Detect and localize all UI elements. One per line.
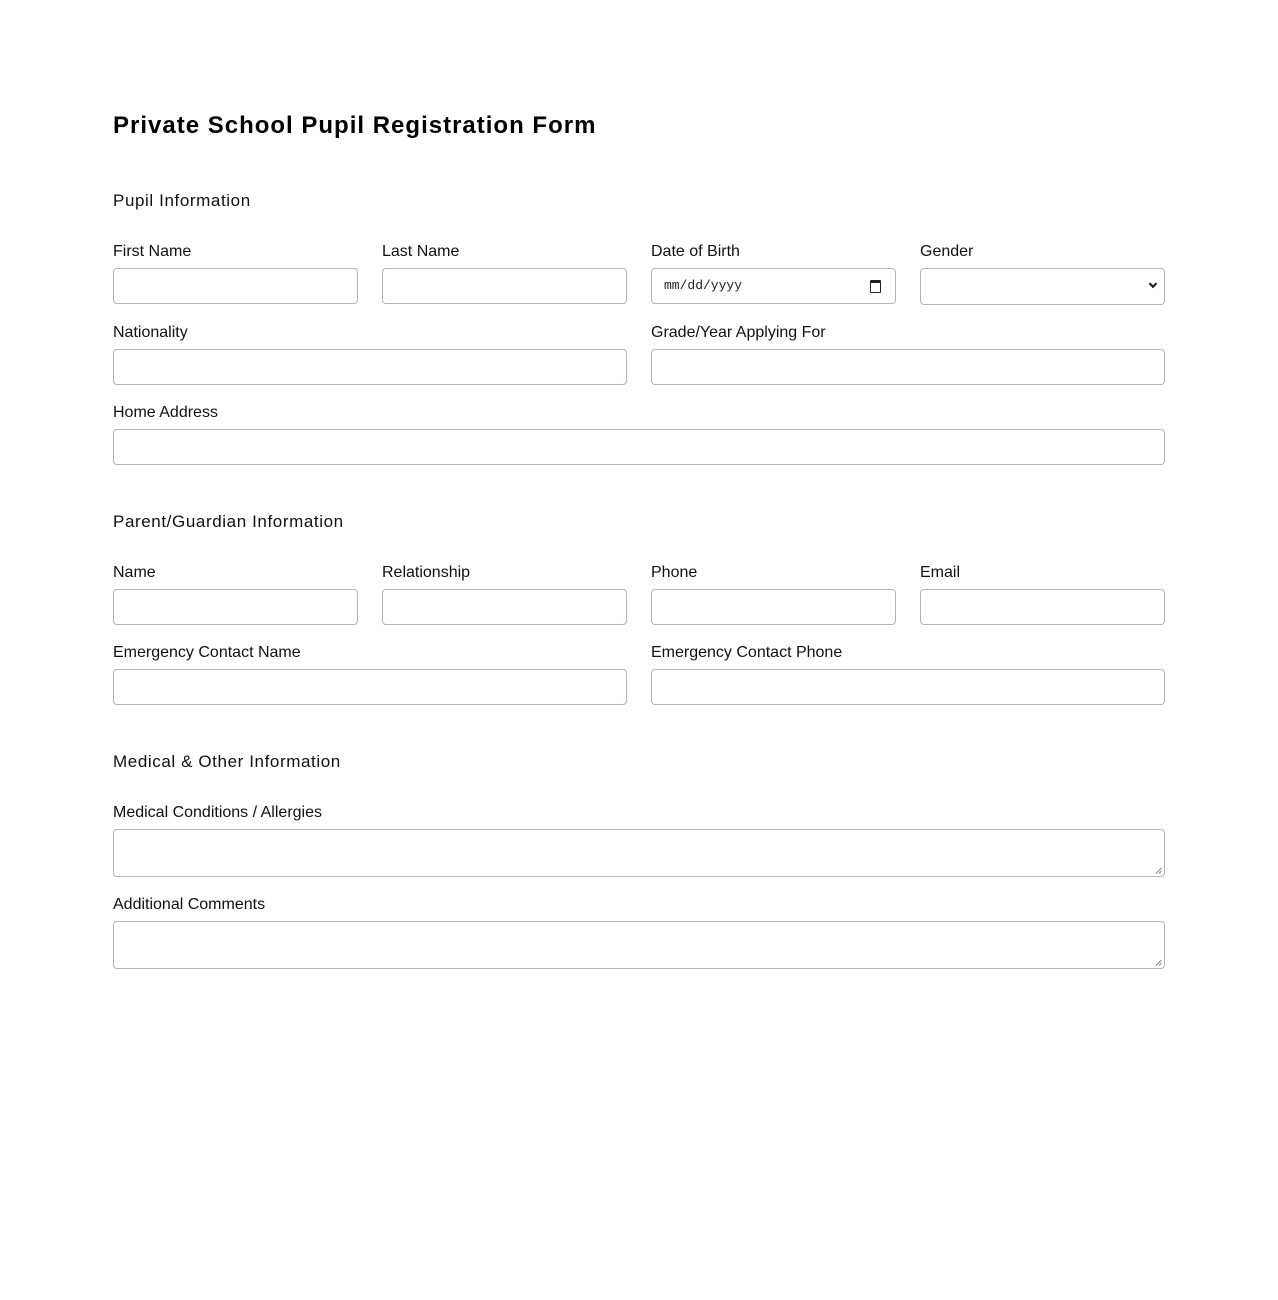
additional-comments-field — [113, 895, 1165, 915]
additional-comments-label: Additional Comments — [113, 896, 266, 913]
phone-field — [651, 563, 896, 583]
email-label: Email — [920, 564, 961, 581]
emergency-phone-field — [651, 643, 1165, 663]
relationship-input[interactable] — [382, 589, 627, 625]
address-label: Home Address — [113, 404, 218, 421]
last-name-input[interactable] — [382, 268, 627, 304]
resize-handle-icon[interactable] — [1155, 959, 1162, 966]
first-name-input[interactable] — [113, 268, 358, 304]
section-title-parent: Parent/Guardian Information — [113, 512, 344, 531]
dob-field — [651, 242, 896, 293]
emergency-phone-label: Emergency Contact Phone — [651, 644, 843, 661]
grade-input[interactable] — [651, 349, 1165, 385]
dob-input[interactable] — [651, 268, 896, 304]
medical-conditions-label: Medical Conditions / Allergies — [113, 804, 322, 821]
additional-comments-textarea[interactable] — [113, 921, 1165, 969]
grade-field — [651, 323, 1165, 343]
relationship-label: Relationship — [382, 564, 471, 581]
emergency-name-field — [113, 643, 627, 663]
relationship-field — [382, 563, 627, 583]
medical-conditions-textarea[interactable] — [113, 829, 1165, 877]
nationality-label: Nationality — [113, 324, 188, 341]
email-input[interactable] — [920, 589, 1165, 625]
emergency-phone-input[interactable] — [651, 669, 1165, 705]
nationality-field — [113, 323, 627, 343]
dob-label: Date of Birth — [651, 243, 740, 260]
parent-name-input[interactable] — [113, 589, 358, 625]
emergency-name-input[interactable] — [113, 669, 627, 705]
gender-label: Gender — [920, 243, 974, 260]
section-title-pupil: Pupil Information — [113, 191, 251, 210]
address-field — [113, 403, 1165, 423]
phone-label: Phone — [651, 564, 698, 581]
resize-handle-icon[interactable] — [1155, 867, 1162, 874]
dob-placeholder: mm/dd/yyyy — [664, 278, 743, 293]
first-name-field — [113, 242, 358, 262]
phone-input[interactable] — [651, 589, 896, 625]
calendar-icon[interactable] — [870, 280, 881, 293]
gender-field — [920, 242, 1165, 262]
nationality-input[interactable] — [113, 349, 627, 385]
medical-conditions-field — [113, 803, 1165, 823]
emergency-name-label: Emergency Contact Name — [113, 644, 301, 661]
parent-name-field — [113, 563, 358, 583]
first-name-label: First Name — [113, 243, 192, 260]
address-input[interactable] — [113, 429, 1165, 465]
last-name-field — [382, 242, 627, 262]
chevron-down-icon — [1148, 280, 1158, 290]
email-field — [920, 563, 1165, 583]
section-title-medical: Medical & Other Information — [113, 752, 341, 771]
gender-select[interactable] — [920, 268, 1165, 305]
parent-name-label: Name — [113, 564, 156, 581]
last-name-label: Last Name — [382, 243, 460, 260]
grade-label: Grade/Year Applying For — [651, 324, 826, 341]
page-title: Private School Pupil Registration Form — [113, 112, 597, 139]
